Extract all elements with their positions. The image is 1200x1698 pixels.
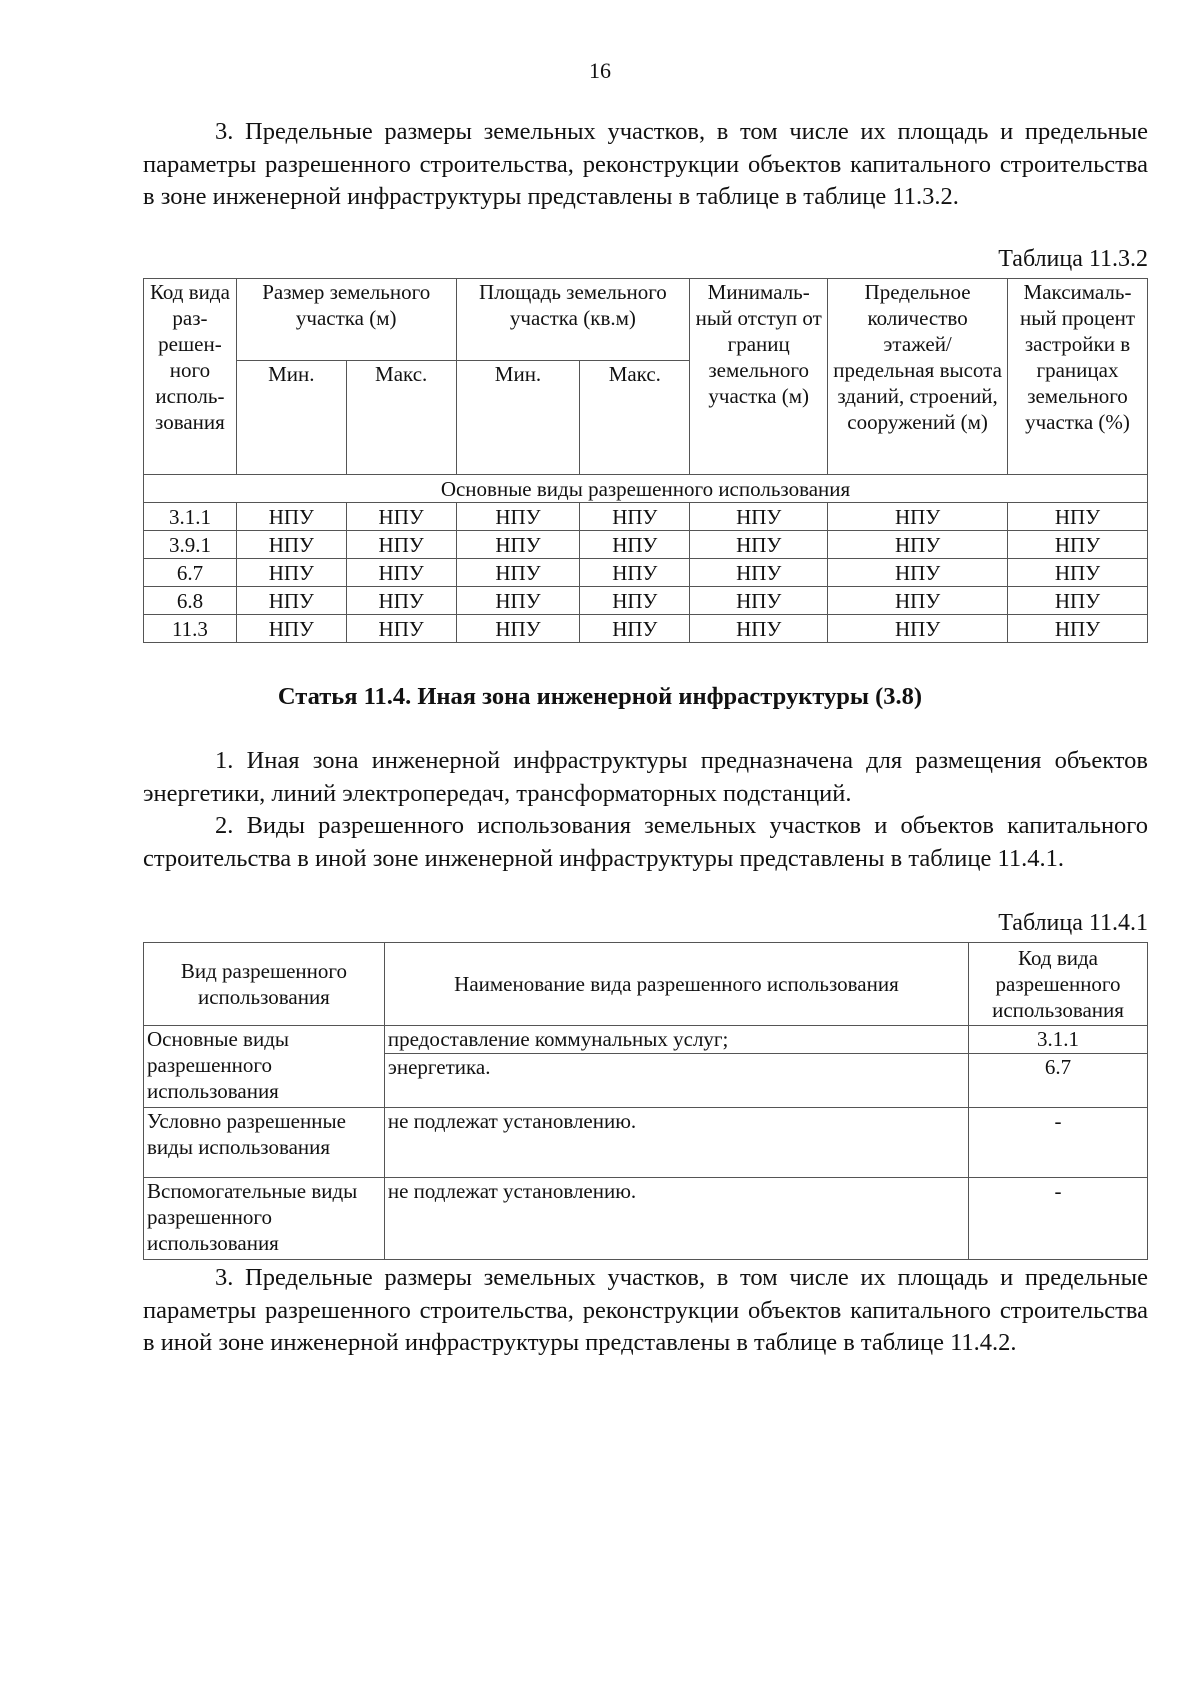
cell-value: НПУ bbox=[828, 531, 1008, 559]
table-11-3-2 bbox=[143, 278, 1148, 643]
header-area-max: Макс. bbox=[580, 361, 690, 475]
header-plot-area: Площадь земельного участка (кв.м) bbox=[456, 279, 690, 361]
header-use-name: Наименование вида разрешенного использования bbox=[384, 943, 968, 1026]
cell-value: НПУ bbox=[828, 587, 1008, 615]
use-code: 3.1.1 bbox=[969, 1026, 1148, 1054]
use-name: не подлежат установлению. bbox=[384, 1108, 968, 1178]
cell-value: НПУ bbox=[346, 587, 456, 615]
cell-value: НПУ bbox=[236, 587, 346, 615]
cell-value: НПУ bbox=[456, 503, 580, 531]
table-row bbox=[144, 1026, 1148, 1054]
use-code: 6.7 bbox=[969, 1054, 1148, 1108]
cell-value: НПУ bbox=[236, 559, 346, 587]
cell-value: НПУ bbox=[346, 531, 456, 559]
cell-value: НПУ bbox=[1008, 615, 1148, 643]
cell-value: НПУ bbox=[580, 531, 690, 559]
cell-value: НПУ bbox=[346, 503, 456, 531]
cell-value: НПУ bbox=[580, 615, 690, 643]
cell-value: НПУ bbox=[690, 559, 828, 587]
article-heading-11-4: Статья 11.4. Иная зона инженерной инфраструктуры (3.8) bbox=[277, 683, 923, 710]
cell-value: НПУ bbox=[456, 615, 580, 643]
row-code: 3.9.1 bbox=[144, 531, 237, 559]
table-11-4-1 bbox=[143, 942, 1148, 1260]
header-use-code: Код вида разрешенного использования bbox=[969, 943, 1148, 1026]
group-conditional-uses: Условно разрешенные виды использования bbox=[144, 1108, 385, 1178]
cell-value: НПУ bbox=[236, 615, 346, 643]
table-caption-11-4-1: Таблица 11.4.1 bbox=[998, 910, 1148, 936]
row-code: 11.3 bbox=[144, 615, 237, 643]
row-code: 3.1.1 bbox=[144, 503, 237, 531]
cell-value: НПУ bbox=[690, 531, 828, 559]
paragraph-purpose: 1. Иная зона инженерной инфраструктуры предназначена для размещения объектов энергетики, линий электропередач, трансформаторных подстанций. bbox=[143, 747, 1148, 807]
row-code: 6.7 bbox=[144, 559, 237, 587]
cell-value: НПУ bbox=[580, 587, 690, 615]
use-code: - bbox=[969, 1108, 1148, 1178]
cell-value: НПУ bbox=[456, 587, 580, 615]
table-row bbox=[144, 531, 1148, 559]
header-use-kind: Вид разрешенного использования bbox=[144, 943, 385, 1026]
cell-value: НПУ bbox=[690, 503, 828, 531]
use-name: не подлежат установлению. bbox=[384, 1178, 968, 1260]
cell-value: НПУ bbox=[690, 587, 828, 615]
cell-value: НПУ bbox=[456, 531, 580, 559]
paragraph-limits-11-4: 3. Предельные размеры земельных участков, в том числе их площадь и предельные параметры разрешенного строительства, реконструкции объектов капитального строительства в иной зоне инженерной инфраструктуры представлены в таблице в таблице 11.4.2. bbox=[143, 1264, 1148, 1356]
header-area-min: Мин. bbox=[456, 361, 580, 475]
cell-value: НПУ bbox=[236, 503, 346, 531]
table-row bbox=[144, 503, 1148, 531]
header-plot-size: Размер земельного участка (м) bbox=[236, 279, 456, 361]
cell-value: НПУ bbox=[1008, 531, 1148, 559]
cell-value: НПУ bbox=[1008, 503, 1148, 531]
cell-value: НПУ bbox=[828, 503, 1008, 531]
cell-value: НПУ bbox=[1008, 559, 1148, 587]
header-max-coverage: Максималь-ный процент застройки в границах земельного участка (%) bbox=[1008, 279, 1148, 475]
cell-value: НПУ bbox=[456, 559, 580, 587]
table-row bbox=[144, 1178, 1148, 1260]
table-row bbox=[144, 615, 1148, 643]
header-size-max: Макс. bbox=[346, 361, 456, 475]
cell-value: НПУ bbox=[690, 615, 828, 643]
header-code: Код вида раз-решен-ного исполь-зования bbox=[144, 279, 237, 475]
header-min-setback: Минималь-ный отступ от границ земельного участка (м) bbox=[690, 279, 828, 475]
cell-value: НПУ bbox=[580, 503, 690, 531]
section-main-uses: Основные виды разрешенного использования bbox=[144, 475, 1148, 503]
cell-value: НПУ bbox=[828, 615, 1008, 643]
paragraph-limits-11-3: 3. Предельные размеры земельных участков, в том числе их площадь и предельные параметры разрешенного строительства, реконструкции объектов капитального строительства в зоне инженерной инфраструктуры представлены в таблице в таблице 11.3.2. bbox=[143, 118, 1148, 210]
cell-value: НПУ bbox=[1008, 587, 1148, 615]
use-code: - bbox=[969, 1178, 1148, 1260]
table-row bbox=[144, 1108, 1148, 1178]
paragraph-uses-intro: 2. Виды разрешенного использования земельных участков и объектов капитального строительства в иной зоне инженерной инфраструктуры представлены в таблице 11.4.1. bbox=[143, 812, 1148, 872]
group-auxiliary-uses: Вспомогательные виды разрешенного использования bbox=[144, 1178, 385, 1260]
cell-value: НПУ bbox=[580, 559, 690, 587]
header-max-floors: Предельное количество этажей/ предельная высота зданий, строений, сооружений (м) bbox=[828, 279, 1008, 475]
cell-value: НПУ bbox=[346, 615, 456, 643]
use-name: предоставление коммунальных услуг; bbox=[384, 1026, 968, 1054]
cell-value: НПУ bbox=[346, 559, 456, 587]
group-main-uses: Основные виды разрешенного использования bbox=[144, 1026, 385, 1108]
use-name: энергетика. bbox=[384, 1054, 968, 1108]
header-size-min: Мин. bbox=[236, 361, 346, 475]
cell-value: НПУ bbox=[828, 559, 1008, 587]
table-row bbox=[144, 559, 1148, 587]
row-code: 6.8 bbox=[144, 587, 237, 615]
table-caption-11-3-2: Таблица 11.3.2 bbox=[998, 246, 1148, 272]
page-number: 16 bbox=[589, 58, 611, 83]
table-row bbox=[144, 587, 1148, 615]
cell-value: НПУ bbox=[236, 531, 346, 559]
